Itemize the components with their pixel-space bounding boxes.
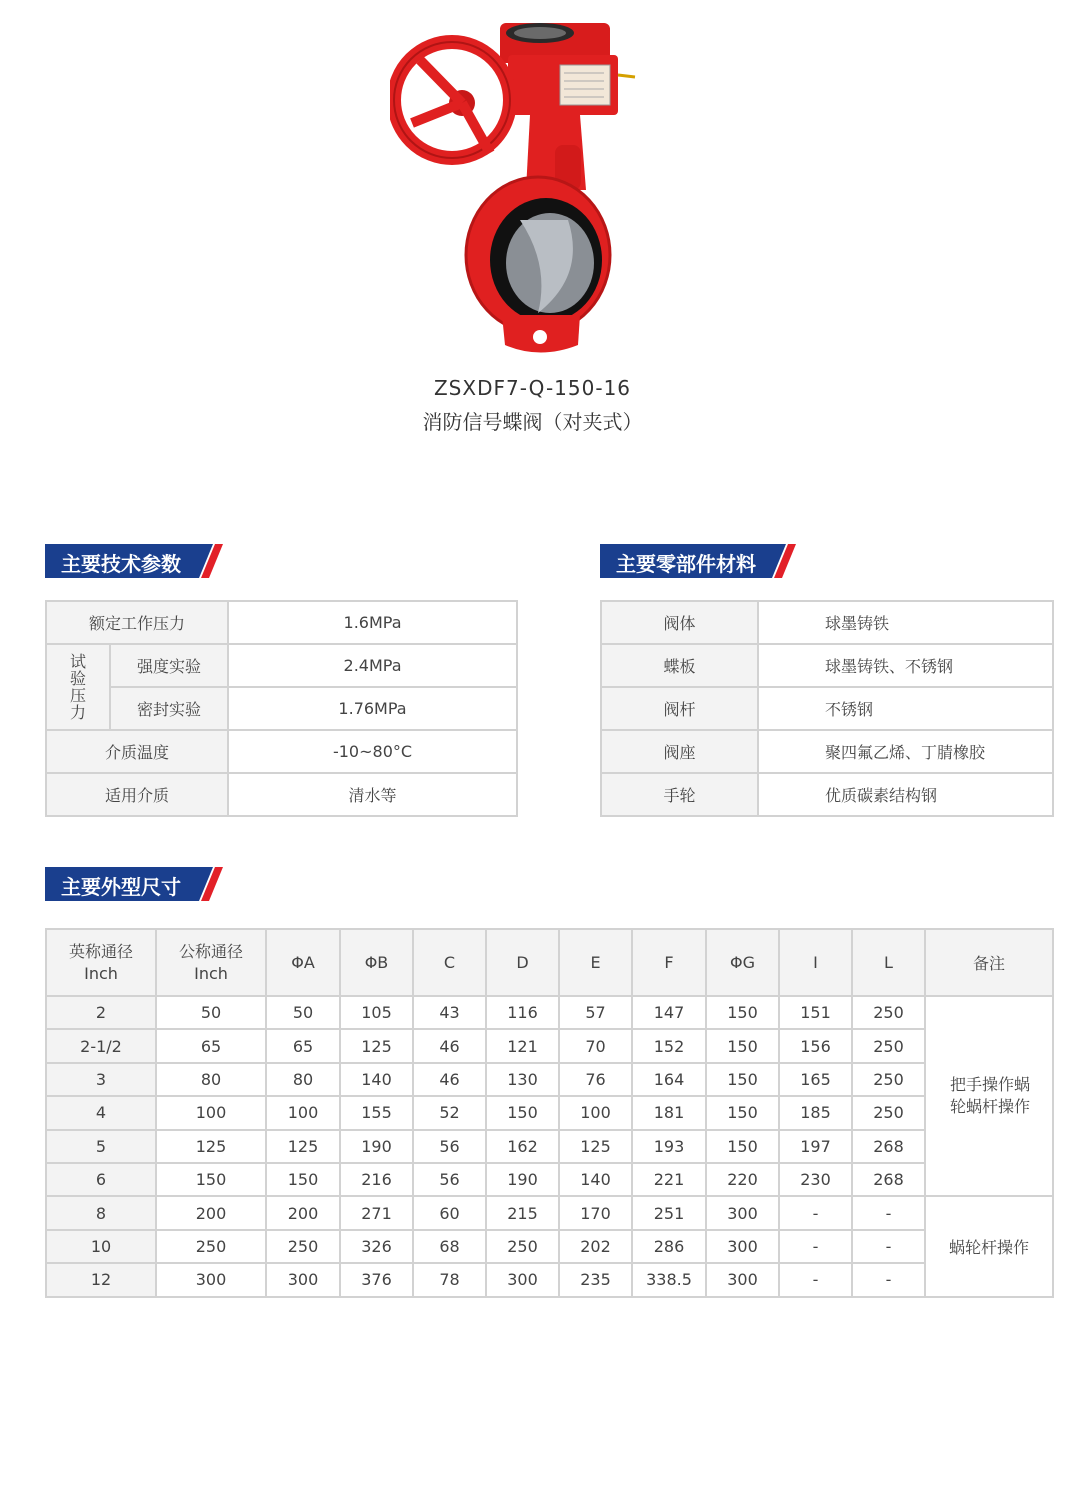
param-label: 适用介质 <box>46 773 228 816</box>
row-cell: 150 <box>156 1163 266 1196</box>
row-cell: 268 <box>852 1163 925 1196</box>
part-name: 阀杆 <box>601 687 758 730</box>
row-cell: 197 <box>779 1130 852 1163</box>
row-nominal-inch: 6 <box>46 1163 156 1196</box>
part-name: 手轮 <box>601 773 758 816</box>
row-cell: 300 <box>706 1263 779 1296</box>
row-cell: - <box>779 1230 852 1263</box>
table-row <box>601 687 1053 730</box>
product-model: ZSXDF7-Q-150-16 <box>433 376 632 400</box>
row-cell: 193 <box>632 1130 706 1163</box>
table-row <box>46 1196 1053 1229</box>
row-cell: - <box>852 1263 925 1296</box>
row-cell: 50 <box>266 996 340 1029</box>
row-cell: 200 <box>156 1196 266 1229</box>
row-cell: 300 <box>266 1263 340 1296</box>
row-cell: 250 <box>852 996 925 1029</box>
header-nominal-dn <box>156 929 266 996</box>
row-cell: 150 <box>706 1130 779 1163</box>
header-col: I <box>779 929 852 996</box>
table-row <box>601 730 1053 773</box>
row-cell: 185 <box>779 1096 852 1129</box>
row-cell: 130 <box>486 1063 559 1096</box>
part-name: 阀体 <box>601 601 758 644</box>
param-value: 清水等 <box>228 773 517 816</box>
row-cell: 46 <box>413 1063 486 1096</box>
row-cell: - <box>779 1196 852 1229</box>
row-cell: 125 <box>266 1130 340 1163</box>
row-cell: 150 <box>266 1163 340 1196</box>
row-cell: 200 <box>266 1196 340 1229</box>
row-cell: 100 <box>559 1096 632 1129</box>
dimensions-table <box>45 928 1054 1298</box>
part-material: 聚四氟乙烯、丁腈橡胶 <box>758 730 1053 773</box>
row-cell: 57 <box>559 996 632 1029</box>
table-row <box>601 773 1053 816</box>
row-cell: 125 <box>340 1029 413 1062</box>
row-cell: 215 <box>486 1196 559 1229</box>
product-name: 消防信号蝶阀（对夹式） <box>422 410 643 434</box>
row-cell: 80 <box>266 1063 340 1096</box>
row-cell: 190 <box>340 1130 413 1163</box>
header-text: Inch <box>194 963 228 983</box>
row-cell: 100 <box>266 1096 340 1129</box>
row-cell: 125 <box>559 1130 632 1163</box>
row-nominal-inch: 4 <box>46 1096 156 1129</box>
part-material: 优质碳素结构钢 <box>758 773 1053 816</box>
row-cell: 56 <box>413 1130 486 1163</box>
row-cell: 50 <box>156 996 266 1029</box>
table-row <box>46 601 517 644</box>
table-row <box>46 1163 1053 1196</box>
row-cell: 152 <box>632 1029 706 1062</box>
tech-section-title <box>45 544 225 578</box>
note-handle-worm-gear: 把手操作蜗轮蜗杆操作 <box>925 996 1053 1196</box>
row-cell: 300 <box>706 1196 779 1229</box>
header-col: D <box>486 929 559 996</box>
table-row <box>46 1230 1053 1263</box>
table-row <box>46 1063 1053 1096</box>
row-cell: 271 <box>340 1196 413 1229</box>
row-cell: 300 <box>486 1263 559 1296</box>
header-col: ΦA <box>266 929 340 996</box>
row-cell: 140 <box>340 1063 413 1096</box>
row-cell: 56 <box>413 1163 486 1196</box>
row-cell: 162 <box>486 1130 559 1163</box>
row-cell: 216 <box>340 1163 413 1196</box>
row-nominal-inch: 10 <box>46 1230 156 1263</box>
row-cell: 338.5 <box>632 1263 706 1296</box>
row-cell: 268 <box>852 1130 925 1163</box>
tech-params-table <box>45 600 518 817</box>
row-cell: 155 <box>340 1096 413 1129</box>
row-cell: 221 <box>632 1163 706 1196</box>
table-row <box>46 730 517 773</box>
row-cell: 65 <box>266 1029 340 1062</box>
param-label: 额定工作压力 <box>46 601 228 644</box>
row-cell: 121 <box>486 1029 559 1062</box>
row-cell: 170 <box>559 1196 632 1229</box>
row-nominal-inch: 12 <box>46 1263 156 1296</box>
part-name: 蝶板 <box>601 644 758 687</box>
row-cell: - <box>852 1196 925 1229</box>
row-cell: 156 <box>779 1029 852 1062</box>
part-name: 阀座 <box>601 730 758 773</box>
header-col: L <box>852 929 925 996</box>
part-material: 球墨铸铁 <box>758 601 1053 644</box>
header-col: ΦB <box>340 929 413 996</box>
row-cell: - <box>852 1230 925 1263</box>
param-value: 1.76MPa <box>228 687 517 730</box>
table-row <box>46 773 517 816</box>
row-cell: 164 <box>632 1063 706 1096</box>
row-cell: 150 <box>706 1096 779 1129</box>
tech-title-text: 主要技术参数 <box>61 552 181 576</box>
row-cell: 150 <box>706 1063 779 1096</box>
param-value: -10~80°C <box>228 730 517 773</box>
row-cell: 147 <box>632 996 706 1029</box>
row-cell: 100 <box>156 1096 266 1129</box>
table-row <box>46 1029 1053 1062</box>
row-cell: 230 <box>779 1163 852 1196</box>
row-cell: 78 <box>413 1263 486 1296</box>
materials-table <box>600 600 1054 817</box>
row-cell: 235 <box>559 1263 632 1296</box>
row-cell: 300 <box>706 1230 779 1263</box>
row-cell: 250 <box>852 1063 925 1096</box>
row-cell: 65 <box>156 1029 266 1062</box>
row-cell: 76 <box>559 1063 632 1096</box>
header-col: C <box>413 929 486 996</box>
row-cell: 68 <box>413 1230 486 1263</box>
materials-section-title <box>600 544 800 578</box>
row-cell: 116 <box>486 996 559 1029</box>
materials-title-text: 主要零部件材料 <box>616 552 756 576</box>
header-row <box>46 929 1053 996</box>
row-cell: 250 <box>852 1096 925 1129</box>
row-cell: 300 <box>156 1263 266 1296</box>
table-row <box>46 1263 1053 1296</box>
header-text: Inch <box>84 963 118 983</box>
note-worm-gear: 蜗轮杆操作 <box>925 1196 1053 1296</box>
row-cell: 150 <box>706 996 779 1029</box>
param-label: 密封实验 <box>110 687 228 730</box>
header-nominal-inch <box>46 929 156 996</box>
header-text: 公称通径 <box>178 941 243 961</box>
row-cell: 165 <box>779 1063 852 1096</box>
dims-title-text: 主要外型尺寸 <box>61 875 181 899</box>
row-cell: 105 <box>340 996 413 1029</box>
row-cell: 80 <box>156 1063 266 1096</box>
table-row <box>601 644 1053 687</box>
table-row <box>46 687 517 730</box>
dims-section-title <box>45 867 225 901</box>
row-cell: 251 <box>632 1196 706 1229</box>
table-row <box>46 1130 1053 1163</box>
row-cell: 202 <box>559 1230 632 1263</box>
row-cell: 151 <box>779 996 852 1029</box>
header-col: F <box>632 929 706 996</box>
test-pressure-text: 试验压力 <box>69 652 86 722</box>
row-nominal-inch: 2-1/2 <box>46 1029 156 1062</box>
table-row <box>46 996 1053 1029</box>
row-cell: 70 <box>559 1029 632 1062</box>
param-value: 1.6MPa <box>228 601 517 644</box>
row-nominal-inch: 8 <box>46 1196 156 1229</box>
part-material: 不锈钢 <box>758 687 1053 730</box>
param-value: 2.4MPa <box>228 644 517 687</box>
row-cell: 220 <box>706 1163 779 1196</box>
header-text: 英称通径 <box>68 941 133 961</box>
row-nominal-inch: 5 <box>46 1130 156 1163</box>
table-row <box>46 644 517 687</box>
row-nominal-inch: 2 <box>46 996 156 1029</box>
row-cell: 326 <box>340 1230 413 1263</box>
row-cell: 190 <box>486 1163 559 1196</box>
header-note: 备注 <box>925 929 1053 996</box>
header-col: ΦG <box>706 929 779 996</box>
row-cell: 376 <box>340 1263 413 1296</box>
test-pressure-group-label <box>46 644 110 730</box>
row-cell: 286 <box>632 1230 706 1263</box>
row-cell: 140 <box>559 1163 632 1196</box>
header-col: E <box>559 929 632 996</box>
row-cell: 150 <box>486 1096 559 1129</box>
table-row <box>601 601 1053 644</box>
row-cell: 250 <box>486 1230 559 1263</box>
row-cell: 125 <box>156 1130 266 1163</box>
param-label: 强度实验 <box>110 644 228 687</box>
row-cell: 150 <box>706 1029 779 1062</box>
part-material: 球墨铸铁、不锈钢 <box>758 644 1053 687</box>
row-cell: 181 <box>632 1096 706 1129</box>
row-cell: - <box>779 1263 852 1296</box>
row-cell: 43 <box>413 996 486 1029</box>
row-cell: 60 <box>413 1196 486 1229</box>
param-label: 介质温度 <box>46 730 228 773</box>
row-cell: 52 <box>413 1096 486 1129</box>
butterfly-valve-image <box>390 15 660 360</box>
row-cell: 250 <box>156 1230 266 1263</box>
row-cell: 46 <box>413 1029 486 1062</box>
row-cell: 250 <box>266 1230 340 1263</box>
row-nominal-inch: 3 <box>46 1063 156 1096</box>
table-row <box>46 1096 1053 1129</box>
row-cell: 250 <box>852 1029 925 1062</box>
